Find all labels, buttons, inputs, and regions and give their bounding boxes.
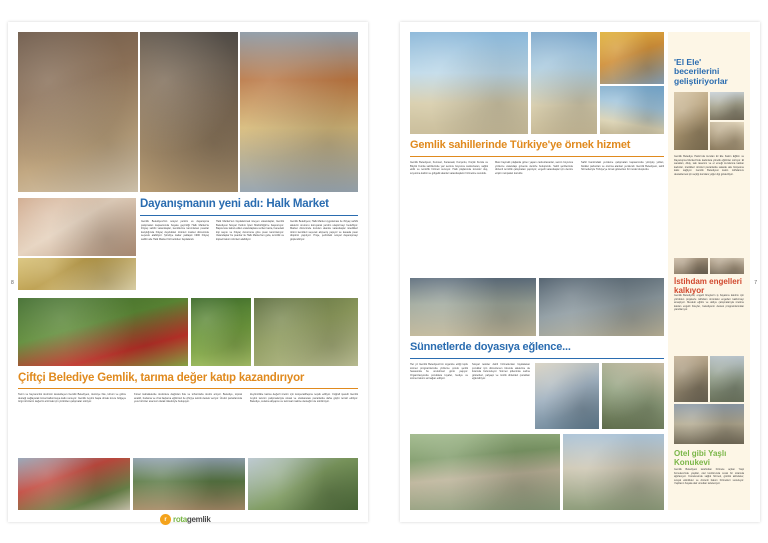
body-ciftci-col1: Tarım ve hayvancılık üretimini destekleyen Gemlik Belediyesi, üreticiye fide, tohum ve gübre desteği sağlayarak kırsal kalkınmaya katkı sunuyor. Gemlik zeytini başta olmak üzere bölgeye özgü ürünlerin değerini artırmak için yürütülen çalışmalar sürüyor. bbox=[18, 393, 126, 404]
photo-market-products bbox=[18, 258, 136, 290]
photo-farmer-visit bbox=[133, 458, 245, 510]
logo-wordmark bbox=[173, 515, 210, 524]
body-sahil-col1: Gemlik Belediyesi, Kumsaz, Karacaali, Kurşunlu, Küçük Kumla ve Büyük Kumla sahillerinde yaz sezonu boyunca cankurtaran, sağlık ekibi ve temizlik hizmeti sunuyor. Halk plajlarında ücretsiz duş, soyunma kabini ve gölgelik alanlar vatandaşların hizmetine sunuldu. bbox=[410, 161, 488, 175]
photo-market-card bbox=[18, 198, 136, 256]
photo-halk-market-interior bbox=[140, 32, 238, 192]
photo-olive-harvest bbox=[248, 458, 358, 510]
body-ciftci-col3: Zeytincilikte katma değerli üretim için kooperatifleşme teşvik ediliyor. Coğrafi işaretli Gemlik zeytini tanıtım çalışmalarıyla ulusal ve uluslararası pazarlarda daha güçlü temsil ediliyor. Belediye, sulama altyapısı ve tarımsal makine desteğini de sürdürüyor. bbox=[250, 393, 358, 404]
photo-istihdam-workshop-2 bbox=[710, 356, 744, 402]
headline-gemlik-sahilleri: Gemlik sahillerinde Türkiye'ye örnek hizmet bbox=[410, 139, 631, 151]
photo-halk-market-shelves bbox=[240, 32, 358, 192]
body-istihdam: Gemlik Belediyesi, engelli bireylerin iş hayatına katılımı için yürütülen projelerle istihdam önündeki engelleri kaldırmayı amaçlıyor. Mesleki eğitim ve atölye çalışmalarıyla üretime katılan engelli bireyler, belediyenin destek programlarından yararlanıyor. bbox=[674, 294, 744, 312]
body-sunnet-col2: Sosyal tesisler dahil hizmetlerden faydalanan çocuklar için düzenlenen törende ailelerine de ikramda bulunuluyor. Sünnet şöleninde sahne gösterileri, palyaço ve müzik dinletileri çocukları eğlendiriyor. bbox=[472, 363, 530, 381]
photo-beach-facilities bbox=[600, 86, 664, 134]
headline-rule-3 bbox=[410, 156, 664, 157]
page-number-right: 7 bbox=[754, 280, 757, 286]
photo-farmers-field bbox=[18, 458, 130, 510]
body-yasli-konukevi: Gemlik Belediyesi tarafından hizmete açılan Yaşlı Konukevi'nde yaşlılar, otel konforunda sıcak bir ortamda ağırlanıyor. Konukevinde sağlık hizmeti, günlük aktiviteler, sosyal etkinlikler ve düzenli bakım hizmetleri sunuluyor. Yaşlıların hayata dair umutları tazeleniyor. bbox=[674, 468, 744, 486]
photo-greenhouses bbox=[254, 298, 358, 366]
photo-halk-market-staff bbox=[18, 32, 138, 192]
photo-kids-event bbox=[535, 363, 599, 429]
body-el-ele: Gemlik Belediye Parkı'nda kurulan El Ele Kadın Eğitim ve Dayanışma Merkezi'nde kadınlara yönelik eğitimler sürüyor. El sanatları, dikiş, takı tasarımı ve el emeği kurslarına katılan kadınlar, ürettikleri ürünleri pazarlarda satarak aile bütçesine katkı sağlıyor. Gemlik Belediyesi kadın istihdamını desteklemek için açtığı kurslara yoğun ilgi gösteriliyor. bbox=[674, 155, 744, 176]
body-sahil-col3: Sahil bandındaki yenileme çalışmaları kapsamında yürüyüş yolları, bisiklet parkurları ve oturma alanları yenilendi. Gemlik Belediyesi, sahil hizmetleriyle Türkiye'ye örnek gösterilen bir model oluşturdu. bbox=[581, 161, 664, 172]
photo-el-ele-craft-1 bbox=[674, 92, 708, 150]
body-halk-market-col1: Gemlik Belediyesi'nin sosyal yardım ve dayanışma çalışmaları kapsamında hayata geçirdiği Halk Market'te ihtiyaç sahibi vatandaşlar, kendilerine tanımlanan puanlar karşılığında ihtiyaç duydukları ürünleri market düzeninde seçerek alabiliyor. Şimdiye kadar yaklaşık 1900 ihtiyaç sahibi aile Halk Market hizmetinden faydalandı. bbox=[141, 220, 209, 242]
photo-lifeguards bbox=[600, 32, 664, 84]
left-page bbox=[8, 22, 368, 522]
photo-city-aerial bbox=[410, 434, 560, 510]
headline-rule-4 bbox=[410, 358, 664, 359]
photo-housing-project bbox=[563, 434, 664, 510]
body-halk-market-col2: Halk Market'ten faydalanmak isteyen vatandaşlar, Gemlik Belediyesi Sosyal Yardım İşleri Müdürlüğü'ne başvuruyor. Başvurusu kabul edilen vatandaşlara verilen karta, hanedeki kişi sayısı ve ihtiyaç durumuna göre puan tanımlanıyor. Vatandaşlar bu puanlar ile Halk Market'ten gıda, temizlik ve kişisel bakım ürünleri alabiliyor. bbox=[216, 220, 284, 242]
headline-istihdam: İstihdam engelleri kalkıyor bbox=[674, 277, 743, 295]
brand-logo bbox=[160, 514, 210, 525]
photo-kids-stage bbox=[602, 363, 664, 429]
headline-halk-market: Dayanışmanın yeni adı: Halk Market bbox=[140, 198, 329, 210]
headline-rule-2 bbox=[18, 388, 358, 389]
logo-badge-icon: r bbox=[160, 514, 171, 525]
headline-rule-1 bbox=[140, 215, 358, 216]
headline-el-ele: 'El Ele' becerilerini geliştiriyorlar bbox=[674, 57, 728, 86]
body-ciftci-col2: Kırsal mahallelerde üreticilere dağıtılan fide ve tohumlarla üretim artıyor. Belediye, toprak analizi, budama ve zirai ilaçlama eğitimleri ile çiftçiye teknik destek veriyor. Üretici pazarlarında yerel ürünler aracısız olarak tüketiciyle buluşuyor. bbox=[134, 393, 242, 404]
body-sunnet-col1: Her yıl Gemlik Belediyesi'nin organize ettiği toplu sünnet programlarında yüzlerce çocuk şenlik havasında bu unutulmaz günü yaşıyor. Organizasyonda çocuklara kıyafet, hediye ve sünnet takımı armağan ediliyor. bbox=[410, 363, 468, 381]
logo-word-green: rota bbox=[173, 515, 187, 524]
photo-el-ele-craft-2 bbox=[710, 92, 744, 120]
photo-tomatoes bbox=[18, 298, 188, 366]
headline-sunnet: Sünnetlerde doyasıya eğlence... bbox=[410, 341, 571, 353]
photo-elder-1 bbox=[674, 258, 708, 274]
photo-beach-visitors bbox=[531, 32, 597, 134]
photo-elder-2 bbox=[710, 258, 744, 274]
page-number-left: 8 bbox=[11, 280, 14, 286]
logo-word-dark: gemlik bbox=[186, 515, 211, 524]
photo-sunnet-ceremony bbox=[539, 278, 664, 336]
photo-beach-aerial bbox=[410, 32, 528, 134]
headline-yasli-konukevi: Otel gibi Yaşlı Konukevi bbox=[674, 449, 727, 467]
photo-el-ele-craft-3 bbox=[710, 122, 744, 150]
body-halk-market-col3: Gemlik Belediyesi, Halk Market uygulaması ile ihtiyaç sahibi ailelerin onurunu koruyarak yardım ulaştırmayı hedefliyor. Market düzeninde kurulan alanda vatandaşlar istedikleri ürünü kendileri seçerek alışveriş yapıyor ve kasada puan düşümü yapılıyor. Proje, şehirdeki sosyal dayanışmayı güçlendiriyor. bbox=[290, 220, 358, 242]
photo-seedlings bbox=[191, 298, 251, 366]
photo-istihdam-hall bbox=[674, 404, 744, 444]
headline-ciftci-belediye: Çiftçi Belediye Gemlik, tarıma değer katıp kazandırıyor bbox=[18, 372, 305, 384]
body-sahil-col2: Mavi bayraklı plajlarda görev yapan cankurtaranlar, sezon boyunca yüzlerce vatandaşı güvenle denizle buluşturdu. Sahil şeritlerinde düzenli temizlik çalışmaları yapılıyor, engelli vatandaşlar için denize erişim rampaları kuruldu. bbox=[495, 161, 573, 175]
photo-istihdam-workshop-1 bbox=[674, 356, 708, 402]
right-page bbox=[400, 22, 760, 522]
photo-sunnet-group bbox=[410, 278, 536, 336]
